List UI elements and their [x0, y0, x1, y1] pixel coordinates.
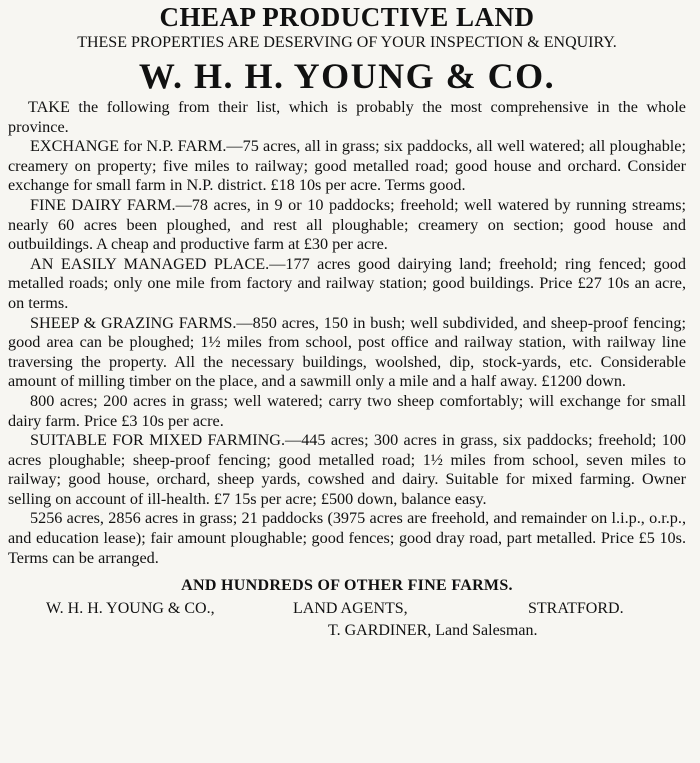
listing-fine-dairy-farm: FINE DAIRY FARM.—78 acres, in 9 or 10 paddocks; freehold; well watered by running streams; nearly 60 acres been ploughed, and rest all ploughable; creamery on section; good house and outbuildings. A cheap and productive farm at £30 per acre. — [8, 195, 686, 254]
listing-mixed-farming: SUITABLE FOR MIXED FARMING.—445 acres; 300 acres in grass, six paddocks; freehold; 100 acres ploughable; sheep-proof fencing; good metalled road; 1½ miles from school, seven miles to railway; good house, orchard, sheep yards, cowshed and dairy. Suitable for mixed farming. Owner selling on account of ill-health. £7 15s per acre; £500 down, balance easy. — [8, 431, 686, 508]
intro-paragraph: TAKE the following from their list, which is probably the most comprehensive in the whole province. — [8, 98, 686, 136]
listing-800-acres: 800 acres; 200 acres in grass; well watered; carry two sheep comfortably; will exchange for small dairy farm. Price £3 10s per acre. — [8, 391, 686, 430]
subheadline: THESE PROPERTIES ARE DESERVING OF YOUR INSPECTION & ENQUIRY. — [77, 34, 617, 51]
listing-5256-acres: 5256 acres, 2856 acres in grass; 21 paddocks (3975 acres are freehold, and remainder on l.i.p., o.r.p., and education lease); fair amount ploughable; good fences; good dray road, part metalled. Price £5 10s. Terms can be arranged. — [8, 509, 686, 567]
signature-town: STRATFORD. — [528, 600, 624, 618]
headline: CHEAP PRODUCTIVE LAND — [159, 2, 535, 32]
listing-sheep-grazing-farms: SHEEP & GRAZING FARMS.—850 acres, 150 in bush; well subdivided, and sheep-proof fencing; good area can be ploughed; 1½ miles from school, post office and railway station, with railway line traversing the property. All the necessary buildings, woolshed, dip, stock-yards, etc. Considerable amount of milling timber on the place, and a sawmill only a mile and a half away. £1200 down. — [8, 313, 686, 391]
listing-exchange-np-farm: EXCHANGE for N.P. FARM.—75 acres, all in grass; six paddocks, all well watered; all ploughable; creamery on property; five miles to railway; good metalled road; good house and orchard. Consider exchange for small farm in N.P. district. £18 10s per acre. Terms good. — [8, 137, 686, 195]
listing-body — [8, 98, 686, 568]
signature-block — [8, 598, 686, 620]
signature-salesman: T. GARDINER, Land Salesman. — [328, 622, 538, 640]
listing-easily-managed-place: AN EASILY MANAGED PLACE.—177 acres good dairying land; freehold; ring fenced; good metalled roads; only one mile from factory and railway station; good buildings. Price £27 10s an acre, on terms. — [8, 254, 686, 312]
firm-name: W. H. H. YOUNG & CO. — [138, 56, 556, 96]
closing-line: AND HUNDREDS OF OTHER FINE FARMS. — [181, 577, 513, 595]
signature-agent: W. H. H. YOUNG & CO., — [46, 600, 215, 618]
signature-role: LAND AGENTS, — [293, 600, 408, 618]
